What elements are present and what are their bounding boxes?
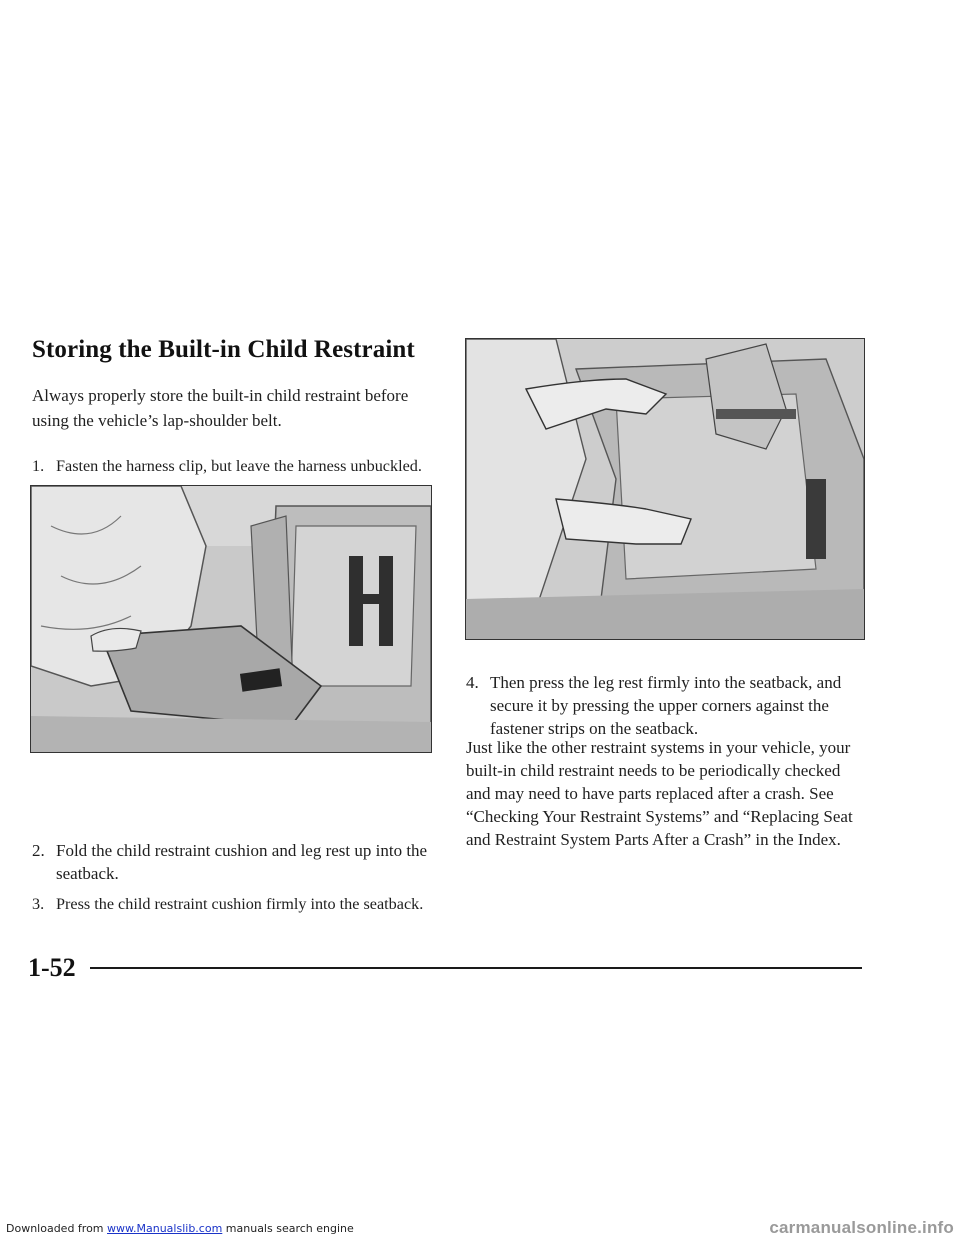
footer-divider	[90, 967, 862, 969]
step-number: 4.	[466, 673, 479, 692]
step-text: Then press the leg rest firmly into the seatback, and secure it by pressing the upper corners against the fastener strips on the seatback.	[490, 673, 842, 738]
section-title: Storing the Built-in Child Restraint	[32, 336, 415, 363]
download-suffix: manuals search engine	[222, 1222, 354, 1235]
restraint-check-note: Just like the other restraint systems in your vehicle, your built-in child restraint needs to be periodically checked and may need to have parts replaced after a crash. See “Checking Your Restraint Systems” and “Replacing Seat and Restraint System Parts After a Crash” in the Index.	[466, 738, 853, 849]
site-watermark: carmanualsonline.info	[769, 1218, 954, 1237]
page-number: 1-52	[28, 953, 76, 982]
step-number: 2.	[32, 841, 45, 860]
intro-paragraph: Always properly store the built-in child restraint before using the vehicle’s lap-shoulder belt.	[32, 386, 409, 430]
step-4	[466, 671, 866, 740]
step-text: Fasten the harness clip, but leave the harness unbuckled.	[56, 457, 422, 475]
illustration-folding-cushion	[30, 485, 432, 753]
step-1	[32, 455, 442, 478]
step-number: 3.	[32, 895, 45, 913]
step-2	[32, 839, 432, 885]
step-text: Fold the child restraint cushion and leg rest up into the seatback.	[56, 841, 428, 883]
step-3	[32, 893, 452, 916]
download-prefix: Downloaded from	[6, 1222, 108, 1235]
step-text: Press the child restraint cushion firmly into the seatback.	[56, 895, 424, 913]
step-number: 1.	[32, 457, 45, 475]
download-banner	[6, 1222, 354, 1235]
illustration-pressing-seatback	[465, 338, 865, 640]
manualslib-link[interactable]: www.Manualslib.com	[107, 1222, 223, 1235]
